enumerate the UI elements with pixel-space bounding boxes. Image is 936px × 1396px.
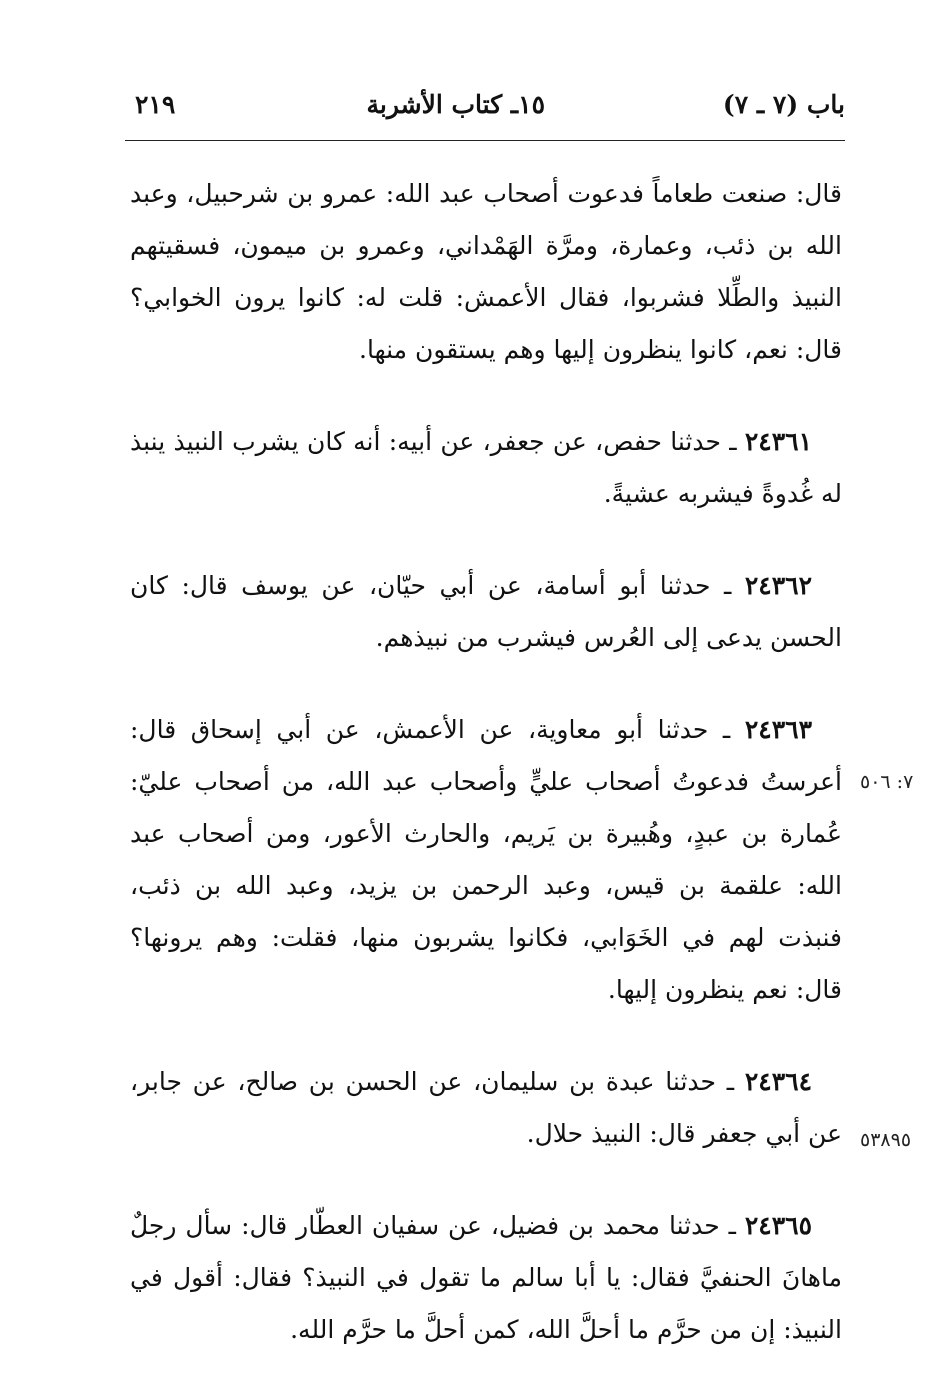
- hadith-number: ٢٤٣٦٢: [744, 571, 812, 600]
- book-title: ١٥ـ كتاب الأشربة: [366, 90, 545, 119]
- paragraph-text: قال: صنعت طعاماً فدعوت أصحاب عبد الله: عمرو بن شرحبيل، وعبد الله بن ذئب، وعمارة، ومرَّة الهَمْداني، وعمرو بن ميمون، فسقيتهم النبيذ والطِّلا فشربوا، فقال الأعمش: قلت له: كانوا يرون الخوابي؟ قال: نعم، كانوا ينظرون إليها وهم يستقون منها.: [130, 179, 842, 364]
- margin-reference: ٧: ٥٠٦: [860, 771, 914, 793]
- paragraph-text: ـ حدثنا عبدة بن سليمان، عن الحسن بن صالح، عن جابر، عن أبي جعفر قال: النبيذ حلال.: [130, 1067, 842, 1148]
- hadith-24362: [130, 560, 842, 664]
- paragraph-text: ـ حدثنا محمد بن فضيل، عن سفيان العطّار قال: سأل رجلٌ ماهانَ الحنفيَّ فقال: يا أبا سالم ما تقول في النبيذ؟ فقال: أقول في النبيذ: إن من حرَّم ما أحلَّ الله، كمن أحلَّ ما حرَّم الله.: [130, 1211, 842, 1344]
- chapter-heading: باب (٧ ـ ٧): [722, 90, 845, 119]
- hadith-24363: [130, 704, 842, 1016]
- hadith-24364: [130, 1056, 842, 1160]
- hadith-24361: [130, 416, 842, 520]
- page-number: ٢١٩: [135, 90, 176, 119]
- hadith-24365: [130, 1200, 842, 1356]
- paragraph-text: ـ حدثنا حفص، عن جعفر، عن أبيه: أنه كان يشرب النبيذ ينبذ له غُدوةً فيشربه عشيةً.: [130, 427, 842, 508]
- hadith-number: ٢٤٣٦٣: [744, 715, 812, 744]
- paragraph-text: ـ حدثنا أبو أسامة، عن أبي حيّان، عن يوسف قال: كان الحسن يدعى إلى العُرس فيشرب من نبيذهم.: [130, 571, 842, 652]
- margin-reference: ٥٣٨٩٥: [860, 1129, 912, 1151]
- page-header: [110, 78, 845, 128]
- page-body: [130, 168, 842, 1396]
- hadith-number: ٢٤٣٦١: [744, 427, 812, 456]
- header-rule: [125, 140, 845, 141]
- hadith-number: ٢٤٣٦٥: [744, 1211, 812, 1240]
- paragraph-text: ـ حدثنا أبو معاوية، عن الأعمش، عن أبي إسحاق قال: أعرستُ فدعوتُ أصحاب عليٍّ وأصحاب عبد الله، من أصحاب عليّ: عُمارة بن عبدٍ، وهُبيرة بن يَريم، والحارث الأعور، ومن أصحاب عبد الله: علقمة بن قيس، وعبد الرحمن بن يزيد، وعبد الله بن ذئب، فنبذت لهم في الخَوَابي، فكانوا يشربون منها، فقلت: وهم يرونها؟ قال: نعم ينظرون إليها.: [130, 715, 843, 1004]
- hadith-number: ٢٤٣٦٤: [744, 1067, 812, 1096]
- paragraph-continuation: [130, 168, 842, 376]
